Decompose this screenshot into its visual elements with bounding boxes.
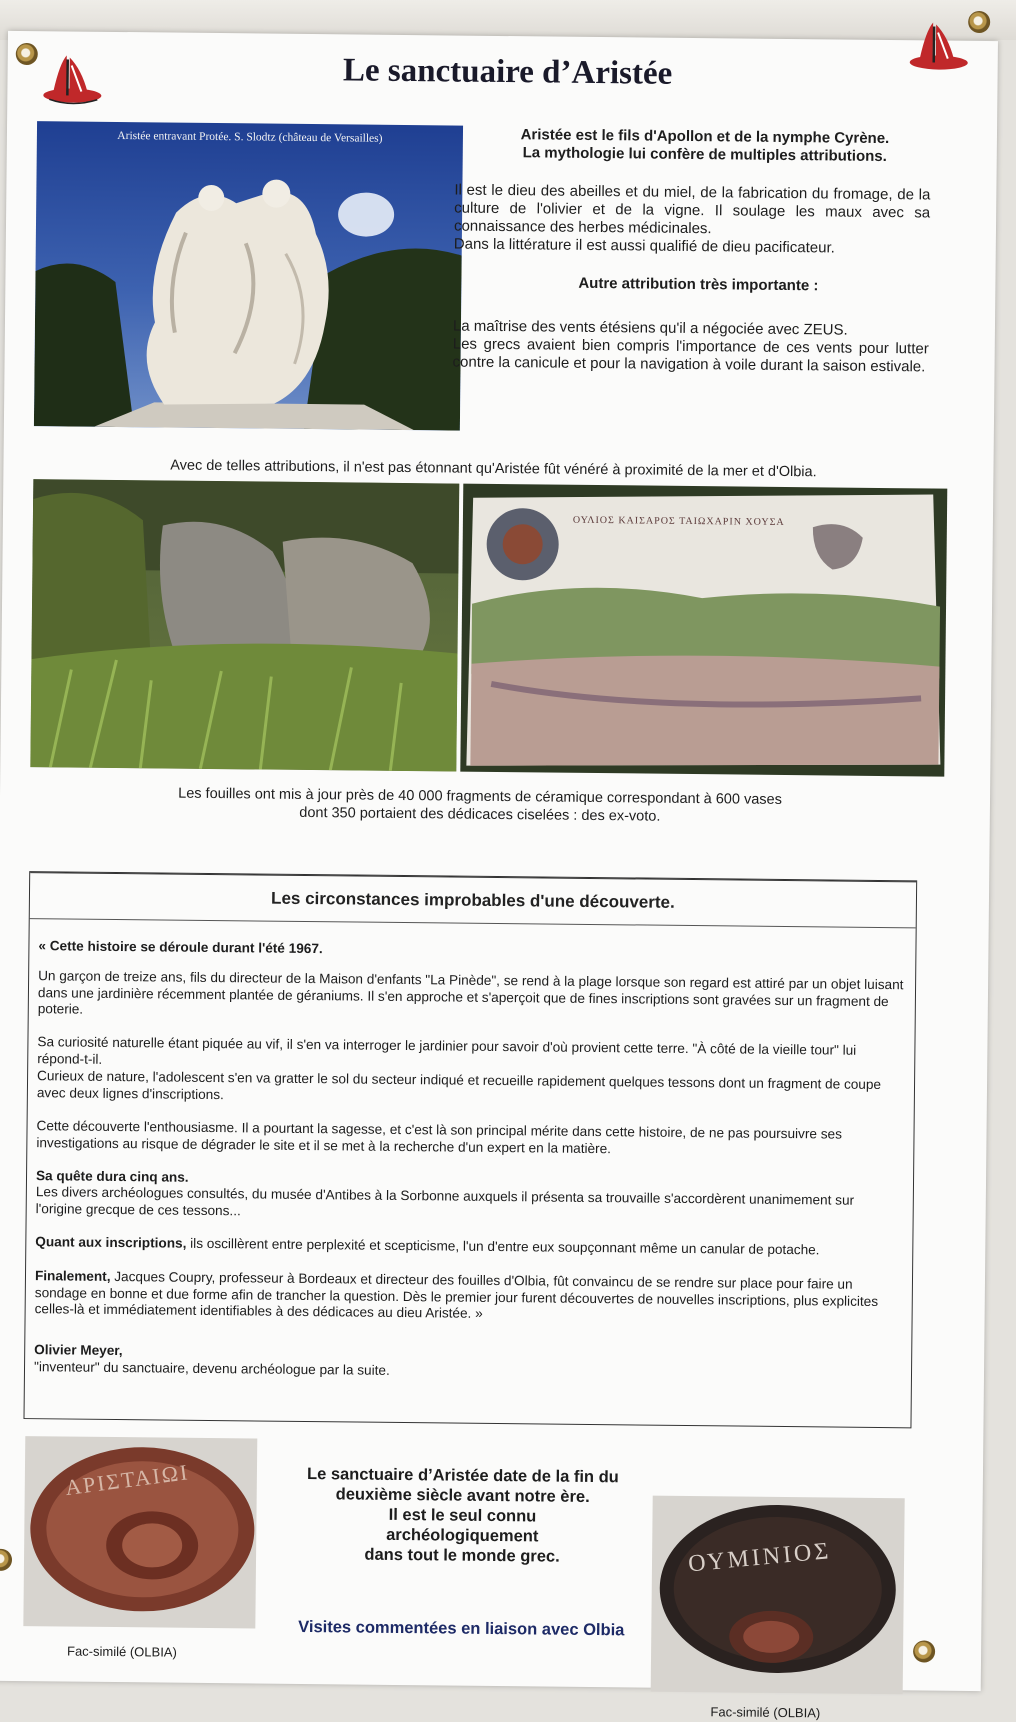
facsimile-caption-left: Fac-similé (OLBIA) — [66, 1643, 177, 1660]
sailboat-logo-icon — [41, 51, 104, 108]
story-paragraph-7-text: Jacques Coupry, professeur à Bordeaux et directeur des fouilles d'Olbia, fût convaincu de se rendre sur place pour faire un sondage en bonne et due forme afin de trancher la question. Dès le premier jour furent découvertes de nouvelles inscriptions, plus explicites celles-là et immédiatement identifiables à des dédicaces au dieu Aristée. » — [34, 1268, 879, 1321]
sailboat-logo-icon — [908, 18, 971, 75]
box-divider — [30, 918, 916, 928]
conclusion-line-1: Le sanctuaire d’Aristée date de la fin du — [306, 1465, 619, 1487]
story-quest-heading: Sa quête dura cinq ans. — [35, 1168, 189, 1185]
story-paragraph-6 — [35, 1234, 903, 1260]
story-paragraph-2: Sa curiosité naturelle étant piquée au vif, il s'en va interroger le jardinier pour savoir d'où provient cette terre. "À côté de la vieille tour" lui répond-t-il. — [37, 1034, 857, 1067]
intro-paragraph-2: Dans la littérature il est aussi qualifié de dieu pacificateur. — [453, 235, 835, 257]
grommet — [968, 11, 990, 33]
site-painting-photo — [460, 484, 947, 777]
bowl-fragment-photo-left — [23, 1436, 257, 1628]
story-paragraph-5: Les divers archéologues consultés, du musée d'Antibes à la Sorbonne auxquels il présenta sa trouvaille s'accordèrent unanimement sur l'origine grecque de ces tessons... — [35, 1184, 855, 1218]
grommet — [16, 43, 38, 65]
painting-inscription: ΟΥΛΙΟΣ ΚΑΙΣΑΡΟΣ ΤΑΙΩΧΑΡΙΝ ΧΟΥΣΑ — [572, 514, 785, 528]
guided-visits: Visites commentées en liaison avec Olbia — [298, 1617, 625, 1640]
facsimile-caption-right: Fac-similé (OLBIA) — [710, 1704, 821, 1721]
excavation-line-2: dont 350 portaient des dédicaces ciselées : des ex-voto. — [299, 804, 661, 825]
story-author: Olivier Meyer, — [34, 1342, 123, 1359]
story-paragraph-3: Curieux de nature, l'adolescent s'en va gratter le sol du secteur indiqué et recueille rapidement quelques tessons dont un fragment de coupe avec deux lignes d'inscriptions. — [36, 1068, 882, 1102]
story-paragraph-1: Un garçon de treize ans, fils du directeur de la Maison d'enfants "La Pinède", se rend à la plage lorsque son regard est attiré par un objet luisant dans une jardinière récemment plantée de géraniums. Il s'en approche et s'aperçoit que de fines inscriptions sont gravées sur un fragment de poterie. — [37, 968, 904, 1017]
box-divider — [30, 872, 916, 882]
conclusion-line-2: deuxième siècle avant notre ère. — [335, 1485, 590, 1506]
bowl-fragment-photo-right — [651, 1496, 905, 1695]
intro-line-1: Aristée est le fils d'Apollon et de la nymphe Cyrène. — [520, 126, 890, 148]
story-author-role: "inventeur" du sanctuaire, devenu archéologue par la suite. — [33, 1359, 390, 1378]
story-inscriptions-heading: Quant aux inscriptions, — [35, 1234, 187, 1251]
site-rocks-photo — [30, 479, 459, 771]
grommet — [913, 1640, 935, 1662]
story-box — [23, 871, 917, 1428]
conclusion-line-4: archéologiquement — [386, 1525, 539, 1546]
intro-paragraph-1: Il est le dieu des abeilles et du miel, de la fabrication du fromage, de la culture de l'olivier et de la vigne. Il soulage les maux avec sa connaissance des herbes médicinales. — [453, 181, 931, 238]
intro-paragraph-4: Les grecs avaient bien compris l'importance de ces vents pour lutter contre la canicule et pour la navigation à voile durant la saison estivale. — [452, 335, 929, 376]
story-paragraph-6-text: ils oscillèrent entre perplexité et scepticisme, l'un d'entre eux soupçonnant même un canular de potache. — [186, 1235, 820, 1258]
poster — [0, 31, 998, 1721]
bowl-right-inscription: ΟΥΜΙΝΙΟΣ — [687, 1538, 833, 1578]
conclusion-line-3: Il est le seul connu — [388, 1505, 537, 1526]
statue-caption: Aristée entravant Protée. S. Slodtz (château de Versailles) — [117, 129, 383, 145]
excavation-line-1: Les fouilles ont mis à jour près de 40 000 fragments de céramique correspondant à 600 vases — [178, 785, 782, 808]
page-title: Le sanctuaire d’Aristée — [342, 52, 673, 92]
intro-paragraph-3: La maîtrise des vents étésiens qu'il a négociée avec ZEUS. — [452, 317, 848, 339]
site-caption: Avec de telles attributions, il n'est pas étonnant qu'Aristée fût vénéré à proximité de la mer et d'Olbia. — [170, 457, 817, 481]
story-finally-heading: Finalement, — [34, 1268, 111, 1284]
story-intro: « Cette histoire se déroule durant l'été 1967. — [38, 938, 323, 957]
conclusion-line-5: dans tout le monde grec. — [364, 1545, 560, 1566]
statue-photo — [34, 121, 463, 430]
intro-line-2: La mythologie lui confère de multiples attributions. — [522, 144, 887, 166]
conclusion-text — [242, 1463, 683, 1568]
bowl-left-inscription: ΑΡΙΣΤΑΙΩΙ — [63, 1459, 191, 1501]
intro-heading-2: Autre attribution très importante : — [578, 274, 819, 295]
story-paragraph-7 — [35, 1268, 903, 1327]
grommet — [0, 1549, 12, 1571]
story-paragraph-4: Cette découverte l'enthousiasme. Il a pourtant la sagesse, et c'est là son principal mérite dans cette histoire, de ne pas poursuivre ses investigations au risque de dégrader le site et il se met à la recherche d'un expert en la matière. — [36, 1118, 843, 1156]
story-title: Les circonstances improbables d'une découverte. — [271, 888, 675, 912]
